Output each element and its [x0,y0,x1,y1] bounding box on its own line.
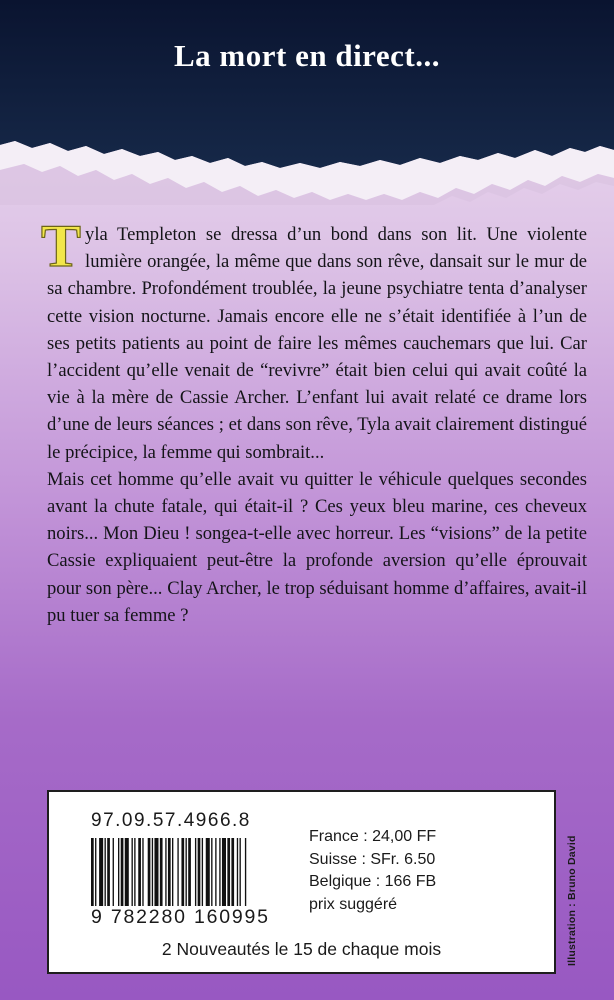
price-france: France : 24,00 FF [309,828,437,845]
release-note: 2 Nouveautés le 15 de chaque mois [161,939,442,959]
barcode-box [47,790,556,974]
drop-cap: T [41,213,82,279]
illustration-credit: Illustration : Bruno David [566,835,578,966]
barcode-icon [91,838,279,906]
blurb-text [41,213,587,629]
ean-digits: 9 782280 160995 [91,906,270,928]
price-note: prix suggéré [309,895,398,913]
price-belgique: Belgique : 166 FB [309,873,437,890]
blurb-paragraph-1-text: yla Templeton se dressa d’un bond dans son lit. Une violente lumière orangée, la même que dans son rêve, dansait sur le mur de sa chambre. Profondément troublée, la jeune psychiatre tenta d’analyser cette vision nocturne. Jamais encore elle ne s’était identifiée à l’un de ses petits patients au point de faire les mêmes cauchemars que lui. Car l’accident qu’elle venait de “revivre” était bien celui qui avait coûté la vie à la mère de Cassie Archer. L’enfant lui avait relaté ce drame lors d’une de leurs séances ; et dans son rêve, Tyla avait clairement distingué le précipice, la femme qui sombrait... [47,224,587,463]
price-suisse: Suisse : SFr. 6.50 [309,850,436,868]
price-list [309,826,436,916]
night-sky-band [0,0,614,205]
blurb-paragraph-1 [41,213,587,466]
blurb-paragraph-2: Mais cet homme qu’elle avait vu quitter le véhicule quelques secondes avant la chute fatale, qui était-il ? Ces yeux bleu marine, ces cheveux noirs... Mon Dieu ! songea-t-elle avec horreur. Les “visions” de la petite Cassie expliquaient peut-être la profonde aversion qu’elle éprouvait pour son père... Clay Archer, le trop séduisant homme d’affaires, avait-il pu tuer sa femme ? [47,468,587,626]
isbn-number: 97.09.57.4966.8 [91,810,251,831]
headline: La mort en direct... [174,38,440,73]
